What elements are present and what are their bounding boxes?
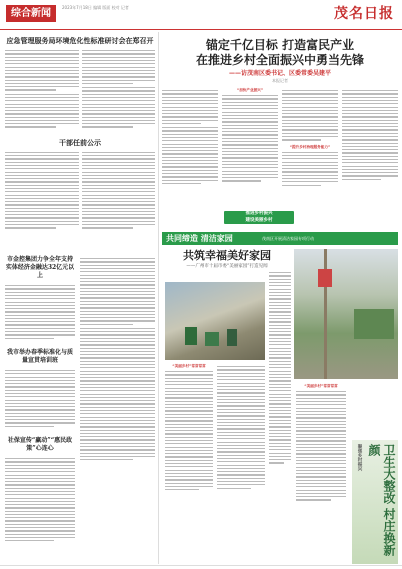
article-body-3 <box>5 283 75 341</box>
green-box-line1: 推进乡村振兴 <box>245 211 273 216</box>
banner-subtitle: 茂南区开展清洁家园专项行动 <box>262 236 314 241</box>
photo-street <box>165 282 265 360</box>
subhead-2: “提升乡村治理服务能力” <box>289 144 331 149</box>
subhead-1: “加快产业振兴” <box>236 88 264 92</box>
article-body-1a <box>5 48 79 130</box>
newspaper-logo: 茂名日报 <box>334 6 394 22</box>
headline-line-1: 锚定千亿目标 打造富民产业 <box>205 38 355 52</box>
page-footer-rule <box>0 565 402 566</box>
main-headline <box>162 38 398 84</box>
photo-village <box>294 249 398 379</box>
lower-col-1 <box>165 364 213 564</box>
article-body-5 <box>5 456 75 543</box>
photo-sign <box>318 269 332 287</box>
left-lower-col-2 <box>80 256 155 564</box>
article-body-4 <box>5 368 75 429</box>
article-title-2: 干部任前公示 <box>59 137 101 147</box>
lower-body-2 <box>217 364 265 491</box>
main-body-3b <box>282 150 338 188</box>
article-body-1b <box>82 48 156 130</box>
lower-body-3 <box>269 270 291 466</box>
main-col-4 <box>342 88 398 218</box>
article-body-2b <box>82 150 156 231</box>
headline-line-2: 在推进乡村全面振兴中勇当先锋 <box>195 53 364 67</box>
article-body-2a <box>5 150 79 231</box>
section-tag: 综合新闻 <box>6 5 56 22</box>
article-title-5: 社保宣传“赢动”“惠民政策”心连心 <box>7 437 73 453</box>
main-col-1 <box>162 88 218 218</box>
lower-col-2 <box>217 364 265 564</box>
banner-title: 共同缔造 清洁家园 <box>166 234 233 243</box>
lower-body-4 <box>296 389 346 503</box>
main-body-4 <box>342 88 398 182</box>
left-lower-col-1 <box>5 256 75 564</box>
main-col-2 <box>222 88 278 218</box>
page-header <box>0 0 402 30</box>
main-body-1 <box>162 88 218 186</box>
main-col-3 <box>282 88 338 218</box>
photo-trees <box>354 309 394 339</box>
lower-col-3 <box>269 270 291 564</box>
lower-headline <box>162 249 292 270</box>
photo-figure <box>185 327 197 345</box>
main-body-3 <box>282 88 338 143</box>
headline-subtitle: ——访茂南区委书记、区委常委吴建平 <box>228 70 331 77</box>
right-banner <box>352 440 398 564</box>
article-body-3b <box>80 256 155 462</box>
main-body-2 <box>222 93 278 184</box>
article-title-1: 应急管理服务局环境危化性标准研讨会在郑召开 <box>6 36 154 45</box>
right-banner-line1: 聚焦乡村振兴 <box>357 444 362 471</box>
subhead-5: “美丽乡村”常常常常 <box>172 364 206 368</box>
section-banner <box>162 232 398 245</box>
green-box <box>224 211 294 224</box>
article-title-3: 市金控集团力争全年支持实体经济金融达32亿元以上 <box>5 256 75 279</box>
page-meta: 2023年7月18日 编辑 版面 校对 记者 <box>62 5 129 10</box>
green-box-line2: 建设美丽乡村 <box>245 217 273 223</box>
byline: 本报记者 <box>272 78 288 83</box>
lower-col-4 <box>296 384 346 564</box>
lower-title: 共筑幸福美好家园 <box>183 249 271 262</box>
photo-figure <box>227 329 237 346</box>
subhead-6: “美丽乡村”常常常常 <box>304 384 338 388</box>
article-title-4: 我市举办春季标准化与质量宣贯培训班 <box>6 348 73 364</box>
right-banner-line2: 卫生大整改 村庄换新颜 <box>367 444 396 557</box>
lower-subtitle: ——广州市十届市委“美丽家园”打造见闻 <box>186 264 268 269</box>
photo-figure <box>205 332 219 346</box>
lower-body-1 <box>165 369 213 493</box>
